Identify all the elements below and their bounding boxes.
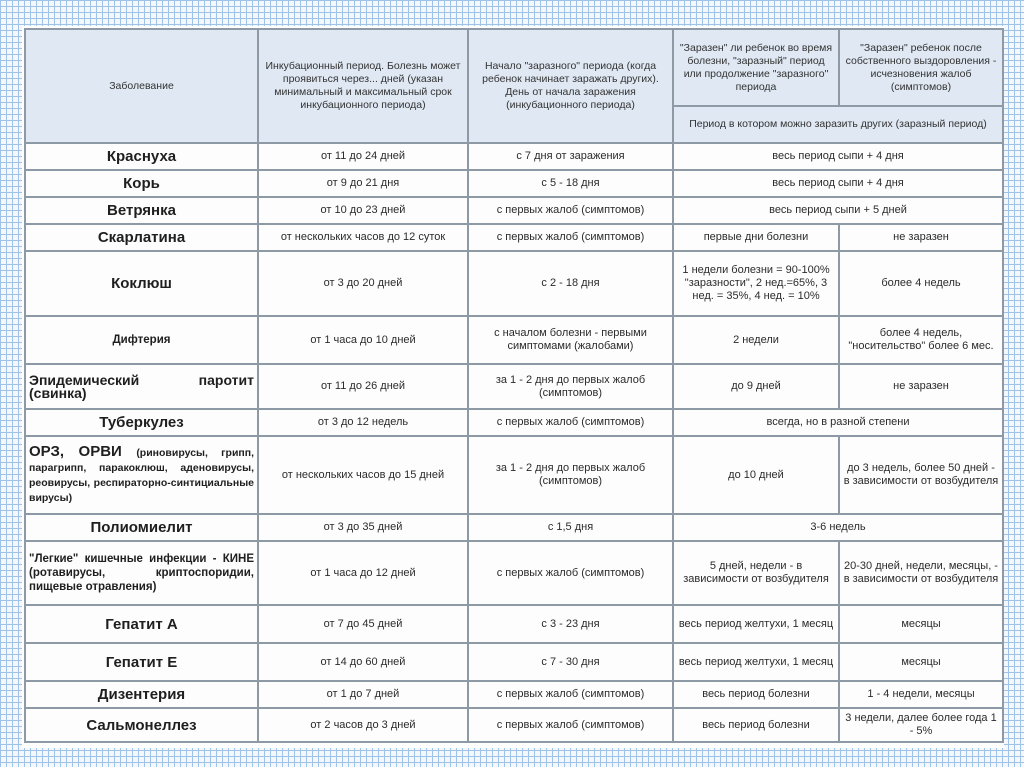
contagious-period-cell: весь период сыпи + 5 дней (673, 197, 1003, 224)
after-recovery-cell: 20-30 дней, недели, месяцы, - в зависимости от возбудителя (839, 541, 1003, 605)
table-row (25, 409, 1003, 436)
incubation-cell: от нескольких часов до 15 дней (258, 436, 468, 514)
disease-name: Полиомиелит (25, 514, 258, 541)
table-row (25, 364, 1003, 409)
disease-name: Эпидемический паротит (свинка) (25, 364, 258, 409)
incubation-cell: от 10 до 23 дней (258, 197, 468, 224)
incubation-cell: от 9 до 21 дня (258, 170, 468, 197)
table-row (25, 316, 1003, 364)
start-cell: за 1 - 2 дня до первых жалоб (симптомов) (468, 364, 673, 409)
after-recovery-cell: месяцы (839, 643, 1003, 681)
incubation-cell: от 2 часов до 3 дней (258, 708, 468, 742)
table-row (25, 643, 1003, 681)
start-cell: с 1,5 дня (468, 514, 673, 541)
during-illness-cell: 1 недели болезни = 90-100% "заразности", 2 нед.=65%, 3 нед. = 35%, 4 нед. = 10% (673, 251, 839, 316)
incubation-cell: от 14 до 60 дней (258, 643, 468, 681)
disease-name: Гепатит Е (25, 643, 258, 681)
header-incubation: Инкубационный период. Болезнь может проявиться через... дней (указан минимальный и максимальный срок инкубационного периода) (258, 29, 468, 143)
incubation-cell: от 3 до 35 дней (258, 514, 468, 541)
contagious-period-cell: 3-6 недель (673, 514, 1003, 541)
start-cell: с 3 - 23 дня (468, 605, 673, 643)
after-recovery-cell: не заразен (839, 224, 1003, 251)
during-illness-cell: до 10 дней (673, 436, 839, 514)
table-row (25, 605, 1003, 643)
after-recovery-cell: 1 - 4 недели, месяцы (839, 681, 1003, 708)
table-row (25, 224, 1003, 251)
start-cell: с первых жалоб (симптомов) (468, 708, 673, 742)
during-illness-cell: весь период болезни (673, 708, 839, 742)
start-cell: с 5 - 18 дня (468, 170, 673, 197)
table-row (25, 170, 1003, 197)
disease-name: "Легкие" кишечные инфекции - КИНЕ (ротавирусы, криптоспоридии, пищевые отравления) (25, 541, 258, 605)
contagious-period-cell: весь период сыпи + 4 дня (673, 170, 1003, 197)
after-recovery-cell: не заразен (839, 364, 1003, 409)
disease-name: Коклюш (25, 251, 258, 316)
start-cell: с 7 дня от заражения (468, 143, 673, 170)
start-cell: с первых жалоб (симптомов) (468, 409, 673, 436)
header-contagious-period: Период в котором можно заразить других (заразный период) (673, 106, 1003, 143)
start-cell: с первых жалоб (симптомов) (468, 224, 673, 251)
incubation-cell: от 1 часа до 12 дней (258, 541, 468, 605)
disease-name: Корь (25, 170, 258, 197)
header-disease: Заболевание (25, 29, 258, 143)
table-row (25, 143, 1003, 170)
disease-name: Дизентерия (25, 681, 258, 708)
header-after-recovery: "Заразен" ребенок после собственного выздоровления - исчезновения жалоб (симптомов) (839, 29, 1003, 106)
incubation-cell: от 11 до 26 дней (258, 364, 468, 409)
during-illness-cell: 5 дней, недели - в зависимости от возбудителя (673, 541, 839, 605)
start-cell: с 2 - 18 дня (468, 251, 673, 316)
incubation-cell: от 3 до 12 недель (258, 409, 468, 436)
table-row (25, 436, 1003, 514)
start-cell: с первых жалоб (симптомов) (468, 197, 673, 224)
table-row (25, 708, 1003, 742)
disease-subtitle: (риновирусы, грипп, парагрипп, пapакоклюш, аденовирусы, реовирусы, респираторно-синтициальные вирусы) (29, 447, 254, 504)
incubation-cell: от 1 часа до 10 дней (258, 316, 468, 364)
start-cell: за 1 - 2 дня до первых жалоб (симптомов) (468, 436, 673, 514)
during-illness-cell: 2 недели (673, 316, 839, 364)
start-cell: с первых жалоб (симптомов) (468, 681, 673, 708)
during-illness-cell: весь период болезни (673, 681, 839, 708)
start-cell: с 7 - 30 дня (468, 643, 673, 681)
disease-name: Краснуха (25, 143, 258, 170)
start-cell: с первых жалоб (симптомов) (468, 541, 673, 605)
header-contagious-start: Начало "заразного" периода (когда ребенок начинает заражать других). День от начала заражения (инкубационного периода) (468, 29, 673, 143)
table-row (25, 514, 1003, 541)
disease-name: ОРЗ, ОРВИ (29, 443, 122, 460)
contagious-period-cell: всегда, но в разной степени (673, 409, 1003, 436)
incubation-cell: от нескольких часов до 12 суток (258, 224, 468, 251)
disease-name-cell (25, 436, 258, 514)
disease-name: Гепатит А (25, 605, 258, 643)
after-recovery-cell: до 3 недель, более 50 дней - в зависимости от возбудителя (839, 436, 1003, 514)
after-recovery-cell: месяцы (839, 605, 1003, 643)
during-illness-cell: до 9 дней (673, 364, 839, 409)
disease-name: Туберкулез (25, 409, 258, 436)
diseases-table (24, 28, 1004, 743)
disease-name: Скарлатина (25, 224, 258, 251)
start-cell: с началом болезни - первыми симптомами (жалобами) (468, 316, 673, 364)
during-illness-cell: первые дни болезни (673, 224, 839, 251)
disease-name: Ветрянка (25, 197, 258, 224)
after-recovery-cell: более 4 недель (839, 251, 1003, 316)
header-during-illness: "Заразен" ли ребенок во время болезни, "заразный" период или продолжение "заразного" периода (673, 29, 839, 106)
incubation-cell: от 3 до 20 дней (258, 251, 468, 316)
after-recovery-cell: более 4 недель, "носительство" более 6 мес. (839, 316, 1003, 364)
disease-name: Дифтерия (25, 316, 258, 364)
disease-name: Сальмонеллез (25, 708, 258, 742)
table-row (25, 251, 1003, 316)
incubation-cell: от 11 до 24 дней (258, 143, 468, 170)
after-recovery-cell: 3 недели, далее более года 1 - 5% (839, 708, 1003, 742)
incubation-cell: от 7 до 45 дней (258, 605, 468, 643)
during-illness-cell: весь период желтухи, 1 месяц (673, 605, 839, 643)
contagious-period-cell: весь период сыпи + 4 дня (673, 143, 1003, 170)
table-row (25, 681, 1003, 708)
table-sheet (22, 26, 1004, 748)
during-illness-cell: весь период желтухи, 1 месяц (673, 643, 839, 681)
table-row (25, 541, 1003, 605)
table-row (25, 197, 1003, 224)
incubation-cell: от 1 до 7 дней (258, 681, 468, 708)
